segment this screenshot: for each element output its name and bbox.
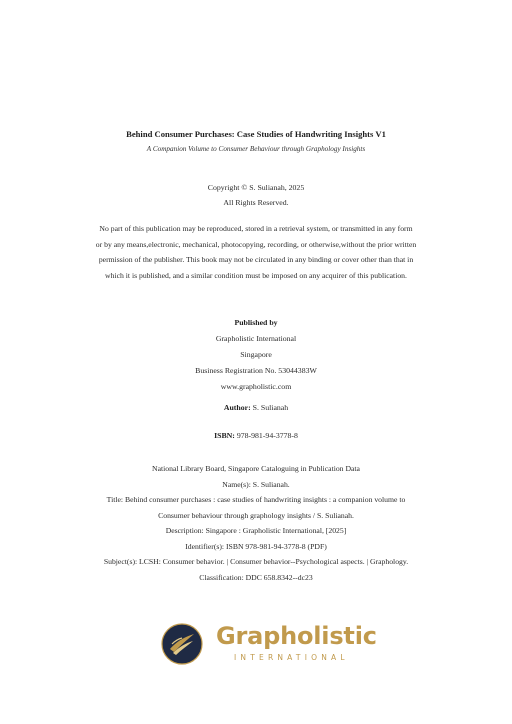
rights-line: All Rights Reserved. <box>223 198 289 207</box>
cip-line: Classification: DDC 658.8342--dc23 <box>199 572 313 582</box>
cip-line: Description: Singapore : Grapholistic International, [2025] <box>165 526 347 535</box>
publisher-name: Grapholistic International <box>215 334 297 343</box>
cip-line: Name(s): S. Sulianah. <box>222 479 290 489</box>
notice-line: No part of this publication may be reproduced, stored in a retrieval system, or transmitted in any form <box>99 224 413 233</box>
cip-line: Subject(s): LCSH: Consumer behavior. | Consumer behavior--Psychological aspects. | Graphology. <box>103 557 409 566</box>
cip-line: National Library Board, Singapore Cataloguing in Publication Data <box>152 464 360 473</box>
publisher-block <box>0 315 512 395</box>
isbn-label: ISBN: <box>214 431 235 440</box>
author-line <box>0 403 512 412</box>
publisher-country: Singapore <box>240 350 272 359</box>
notice-line: or by any means,electronic, mechanical, photocopying, recording, or otherwise,without the prior written <box>95 239 417 249</box>
grapholistic-logo <box>160 622 377 666</box>
publisher-registration: Business Registration No. 53044383W <box>195 366 317 375</box>
book-title: Behind Consumer Purchases: Case Studies of Handwriting Insights V1 <box>126 129 386 139</box>
publisher-heading: Published by <box>234 318 278 327</box>
book-subtitle: A Companion Volume to Consumer Behaviour through Graphology Insights <box>146 145 366 153</box>
isbn-value: 978-981-94-3778-8 <box>234 431 298 440</box>
cip-line: Consumer behaviour through graphology insights / S. Sulianah. <box>158 510 354 520</box>
logo-emblem-icon <box>160 622 204 666</box>
cip-line: Title: Behind consumer purchases : case studies of handwriting insights : a companion volume to <box>106 495 406 504</box>
isbn-line <box>0 431 512 440</box>
author-label: Author: <box>223 403 251 412</box>
copyright-line: Copyright © S. Sulianah, 2025 <box>207 183 305 192</box>
copyright-block <box>0 180 512 210</box>
logo-wordmark: Grapholistic <box>216 622 377 650</box>
publisher-website: www.grapholistic.com <box>220 382 292 391</box>
cip-block <box>40 461 472 585</box>
author-name: S. Sulianah <box>250 403 289 412</box>
cip-line: Identifier(s): ISBN 978-981-94-3778-8 (PDF) <box>185 541 327 551</box>
rights-notice <box>50 221 462 283</box>
notice-line: which it is published, and a similar condition must be imposed on any acquirer of this publication. <box>105 270 407 280</box>
notice-line: permission of the publisher. This book may not be circulated in any binding or cover other than that in <box>98 255 414 264</box>
logo-tagline: INTERNATIONAL <box>234 653 349 662</box>
